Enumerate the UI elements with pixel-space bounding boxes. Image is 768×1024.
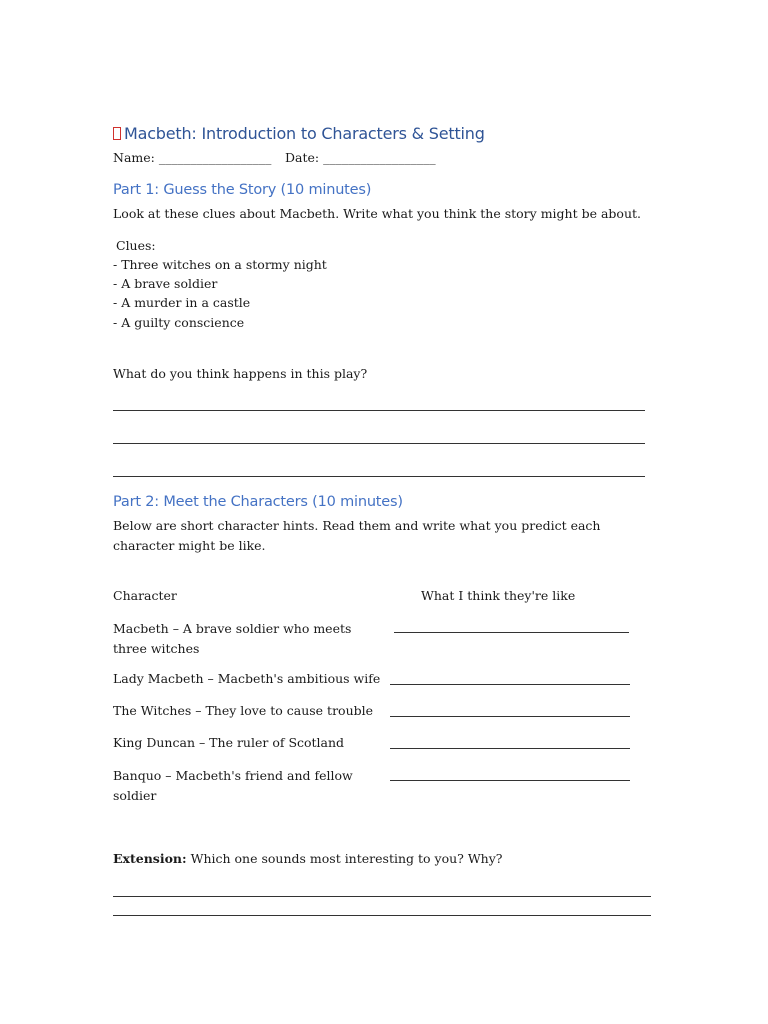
character-hint: Banquo – Macbeth's friend and fellow soldier bbox=[113, 768, 353, 803]
prediction-line[interactable] bbox=[390, 780, 630, 781]
clue-item: - A brave soldier bbox=[113, 276, 218, 291]
answer-line[interactable] bbox=[113, 443, 645, 444]
character-hint: The Witches – They love to cause trouble bbox=[113, 703, 374, 718]
answer-line[interactable] bbox=[113, 915, 651, 916]
clues-label: Clues: bbox=[116, 238, 156, 253]
part1-instructions: Look at these clues about Macbeth. Write what you think the story might be about. bbox=[113, 206, 641, 221]
part1-heading: Part 1: Guess the Story (10 minutes) bbox=[113, 182, 372, 198]
prediction-line[interactable] bbox=[394, 632, 629, 633]
column-header-character: Character bbox=[113, 588, 177, 603]
clue-item: - A murder in a castle bbox=[113, 295, 251, 310]
prediction-line[interactable] bbox=[390, 748, 630, 749]
prediction-line[interactable] bbox=[390, 716, 630, 717]
part2-heading: Part 2: Meet the Characters (10 minutes) bbox=[113, 494, 403, 510]
worksheet-title bbox=[113, 124, 485, 143]
worksheet-title-text: Macbeth: Introduction to Characters & Setting bbox=[124, 124, 485, 143]
extension-question-text: Which one sounds most interesting to you? Why? bbox=[186, 851, 503, 866]
date-field-label: Date: __________________ bbox=[285, 150, 436, 165]
answer-line[interactable] bbox=[113, 896, 651, 897]
missing-glyph-icon bbox=[113, 127, 121, 140]
column-header-prediction: What I think they're like bbox=[421, 588, 576, 603]
clue-item: - Three witches on a stormy night bbox=[113, 257, 327, 272]
part1-question: What do you think happens in this play? bbox=[113, 366, 368, 381]
name-field-label: Name: __________________ bbox=[113, 150, 272, 165]
prediction-line[interactable] bbox=[390, 684, 630, 685]
clue-item: - A guilty conscience bbox=[113, 315, 245, 330]
extension-question bbox=[113, 851, 503, 866]
character-hint: Lady Macbeth – Macbeth's ambitious wife bbox=[113, 671, 381, 686]
worksheet-page bbox=[113, 0, 673, 1024]
character-hint: King Duncan – The ruler of Scotland bbox=[113, 735, 345, 750]
character-hint: Macbeth – A brave soldier who meets three witches bbox=[113, 621, 352, 656]
answer-line[interactable] bbox=[113, 476, 645, 477]
extension-label: Extension: bbox=[113, 851, 187, 866]
part2-instructions: Below are short character hints. Read them and write what you predict each character might be like. bbox=[113, 518, 601, 553]
answer-line[interactable] bbox=[113, 410, 645, 411]
